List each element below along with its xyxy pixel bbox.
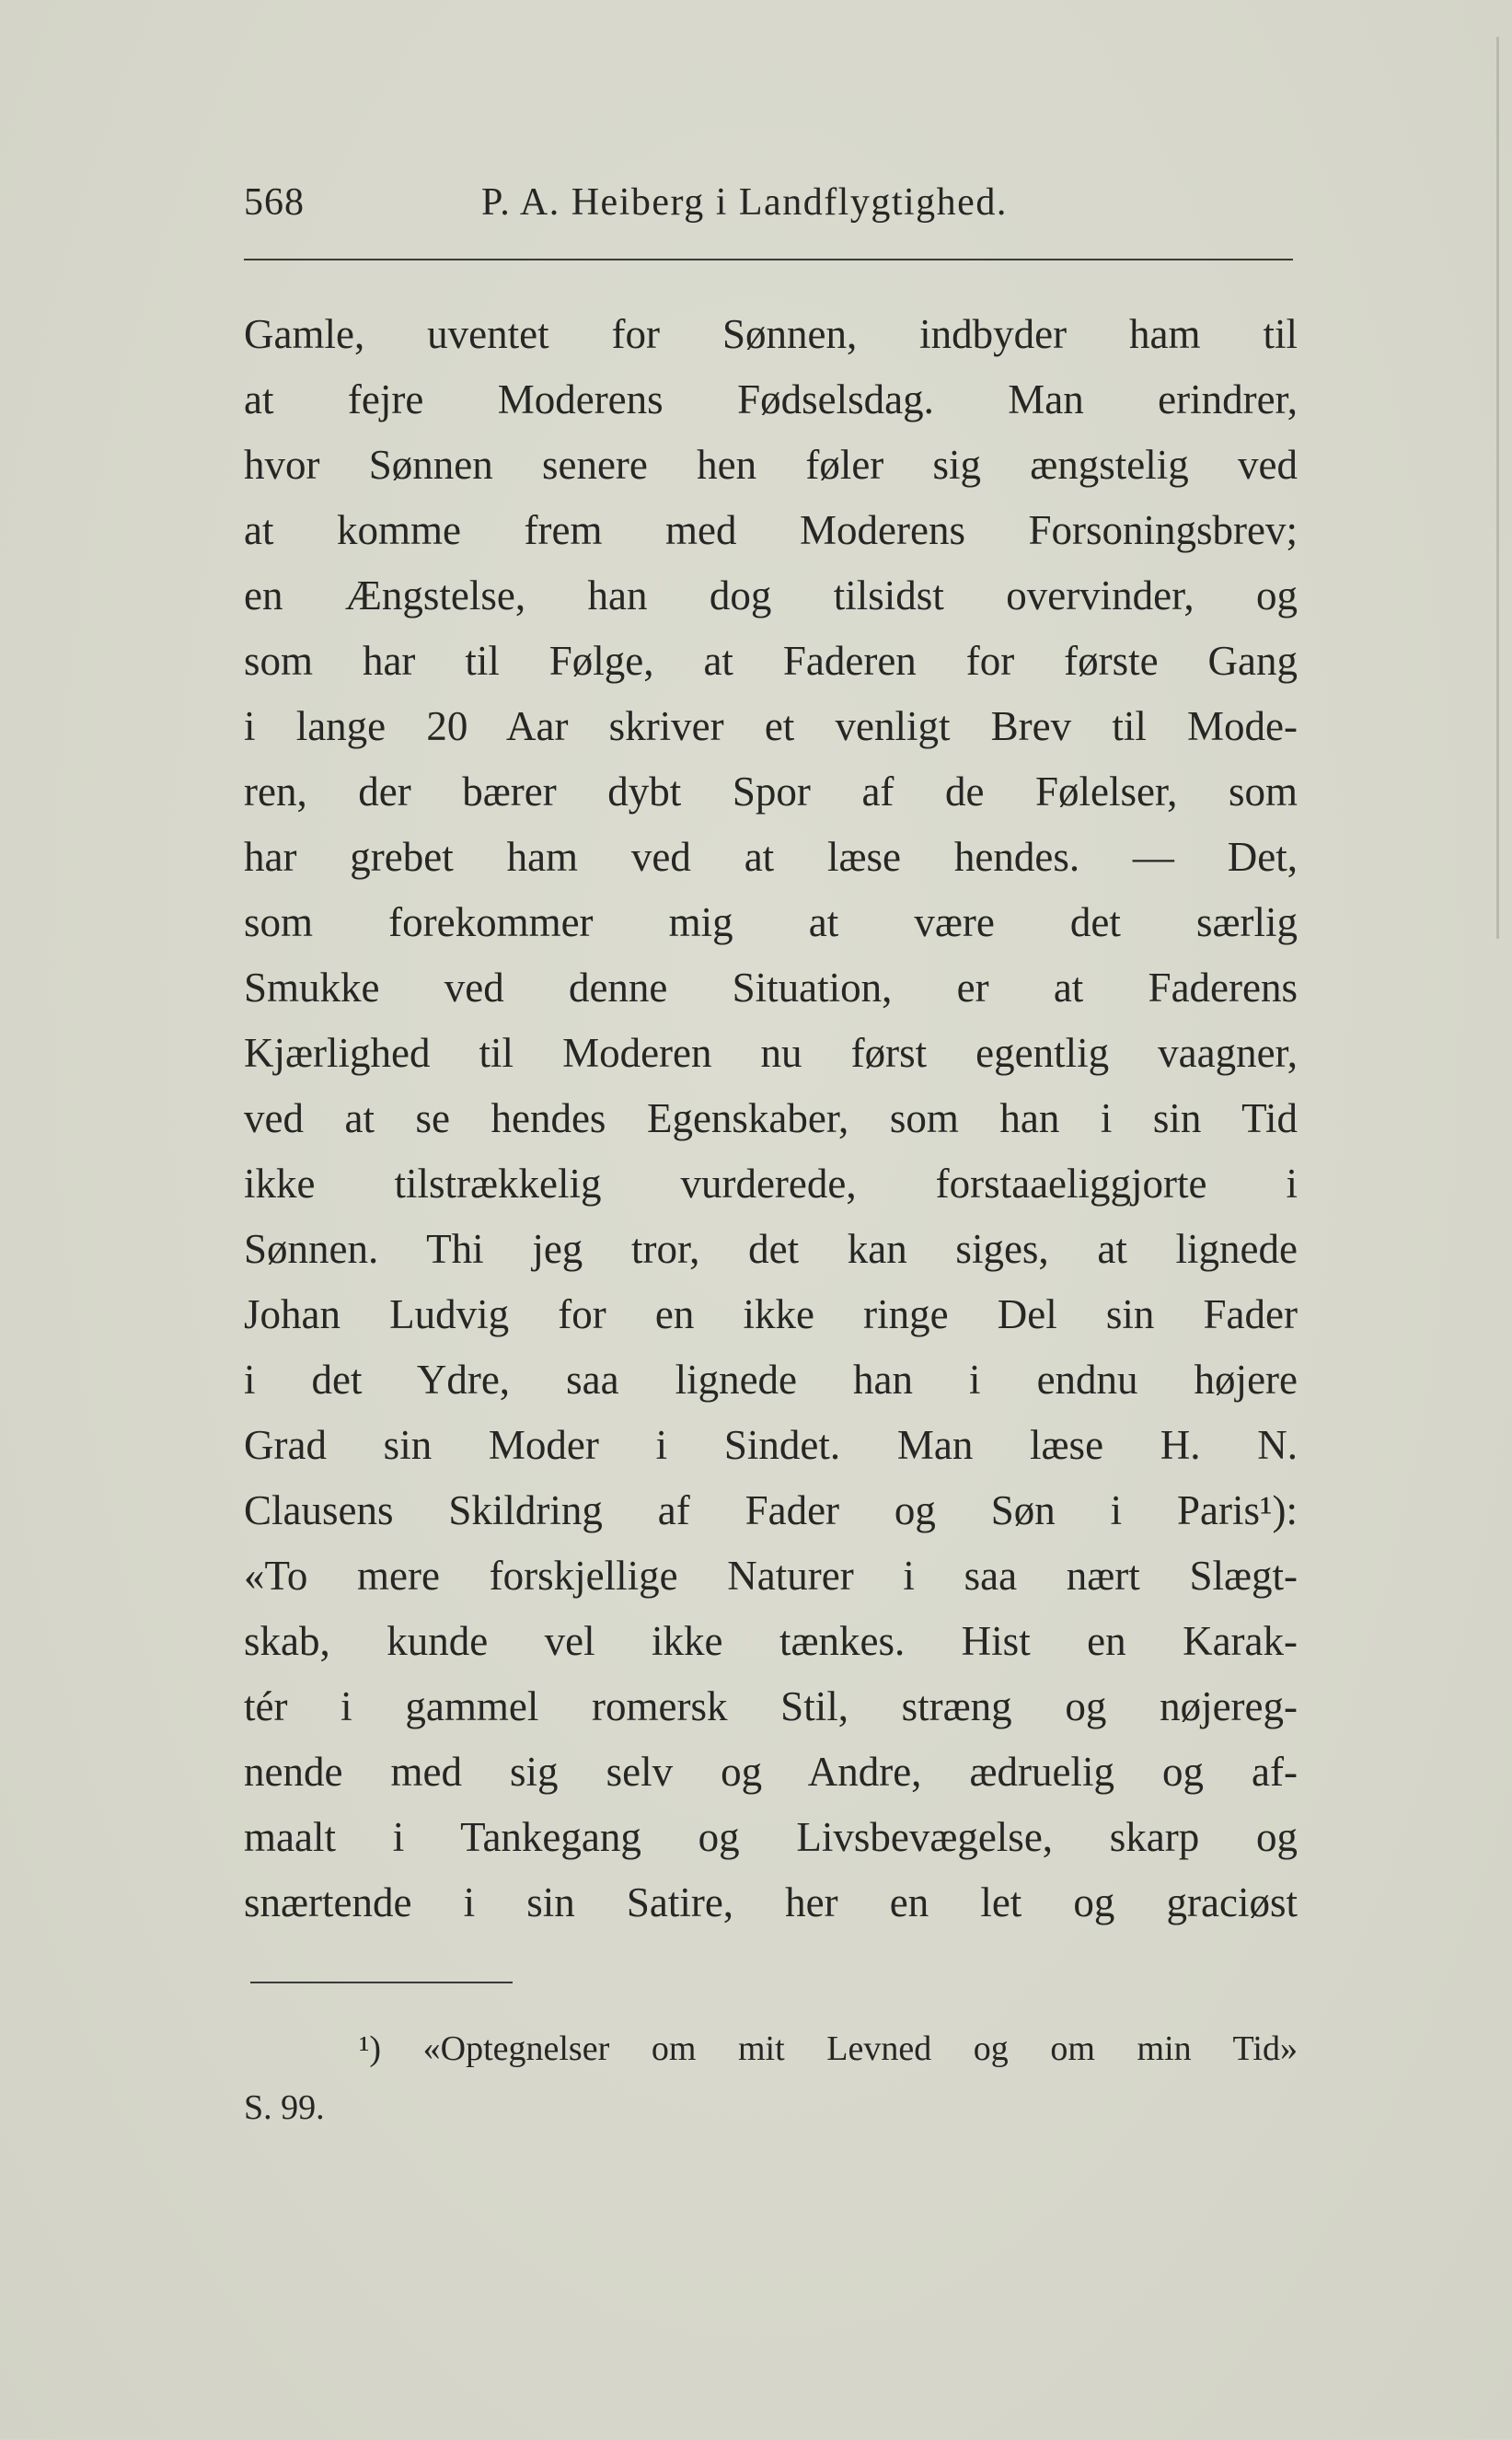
text-line: snærtende i sin Satire, her en let og graciøst xyxy=(244,1879,1298,1925)
text-line: «To mere forskjellige Naturer i saa nært Slægt- xyxy=(244,1553,1298,1599)
text-line: Clausens Skildring af Fader og Søn i Paris¹): xyxy=(244,1487,1298,1533)
page-edge-shadow xyxy=(1496,37,1499,939)
text-line: ren, der bærer dybt Spor af de Følelser, som xyxy=(244,769,1298,815)
text-line: at komme frem med Moderens Forsoningsbrev; xyxy=(244,507,1298,553)
text-line: ikke tilstrækkelig vurderede, forstaaeliggjorte i xyxy=(244,1161,1298,1207)
text-line: Gamle, uventet for Sønnen, indbyder ham til xyxy=(244,311,1298,357)
text-line: nende med sig selv og Andre, ædruelig og af- xyxy=(244,1749,1298,1795)
text-line: i det Ydre, saa lignede han i endnu højere xyxy=(244,1357,1298,1403)
page-number: 568 xyxy=(244,181,305,224)
text-line: Smukke ved denne Situation, er at Faderens xyxy=(244,965,1298,1011)
text-line: som forekommer mig at være det særlig xyxy=(244,899,1298,945)
text-line: ved at se hendes Egenskaber, som han i sin Tid xyxy=(244,1095,1298,1141)
page-header xyxy=(244,180,1293,236)
footnote-continuation: S. 99. xyxy=(244,2088,325,2127)
footnote-marker: ¹) xyxy=(359,2029,382,2068)
footnote-text: «Optegnelser om mit Levned og om min Tid» xyxy=(422,2029,1298,2068)
text-line: har grebet ham ved at læse hendes. — Det, xyxy=(244,834,1298,880)
footnote-rule xyxy=(250,1982,513,1983)
footnote-first-line xyxy=(244,2019,1298,2078)
text-line: Johan Ludvig for en ikke ringe Del sin Fader xyxy=(244,1291,1298,1337)
text-line: at fejre Moderens Fødselsdag. Man erindrer, xyxy=(244,376,1298,422)
footnote xyxy=(244,2019,1298,2137)
running-title: P. A. Heiberg i Landflygtighed. xyxy=(481,181,1008,224)
text-line: Sønnen. Thi jeg tror, det kan siges, at lignede xyxy=(244,1226,1298,1272)
text-line: maalt i Tankegang og Livsbevægelse, skarp og xyxy=(244,1814,1298,1860)
text-line: skab, kunde vel ikke tænkes. Hist en Karak- xyxy=(244,1618,1298,1664)
text-line: hvor Sønnen senere hen føler sig ængstelig ved xyxy=(244,442,1298,488)
header-rule xyxy=(244,259,1293,260)
text-line: en Ængstelse, han dog tilsidst overvinder, og xyxy=(244,572,1298,618)
text-line: tér i gammel romersk Stil, stræng og nøjereg- xyxy=(244,1683,1298,1729)
text-line: som har til Følge, at Faderen for første Gang xyxy=(244,638,1298,684)
text-line: i lange 20 Aar skriver et venligt Brev til Mode- xyxy=(244,703,1298,749)
text-line: Kjærlighed til Moderen nu først egentlig vaagner, xyxy=(244,1030,1298,1076)
body-text xyxy=(244,302,1298,1936)
text-line: Grad sin Moder i Sindet. Man læse H. N. xyxy=(244,1422,1298,1468)
